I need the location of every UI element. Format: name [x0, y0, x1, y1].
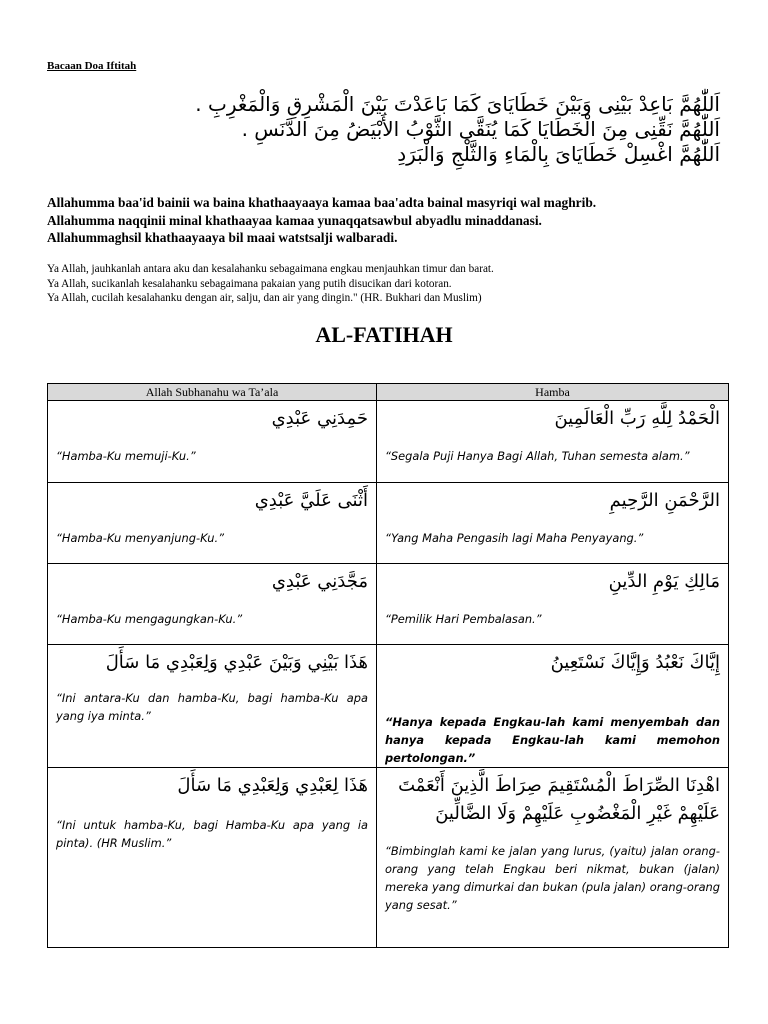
table-row [48, 645, 729, 768]
allah-cell [48, 564, 377, 645]
hamba-arabic: مَالِكِ يَوْمِ الدِّينِ [608, 571, 720, 592]
doa-translation-line: Ya Allah, sucikanlah kesalahanku sebagaimana pakaian yang putih disucikan dari kotoran. [47, 277, 452, 290]
hamba-cell [377, 483, 729, 564]
allah-translation: “Hamba-Ku mengagungkan-Ku.” [56, 612, 243, 626]
doa-latin-line: Allahummaghsil khathaayaaya bil maai watstsalji walbaradi. [47, 230, 398, 245]
hamba-cell [377, 564, 729, 645]
doa-translation-line: Ya Allah, cucilah kesalahanku dengan air, salju, dan air yang dingin." (HR. Bukhari dan Muslim) [47, 292, 482, 305]
allah-cell [48, 483, 377, 564]
allah-arabic: هَذَا بَيْنِي وَبَيْنَ عَبْدِي وَلِعَبْدِي مَا سَأَلَ [105, 652, 368, 673]
hamba-translation: “Segala Puji Hanya Bagi Allah, Tuhan semesta alam.” [385, 449, 690, 463]
doa-latin-line: Allahumma baa'id bainii wa baina khathaayaaya kamaa baa'adta bainal masyriqi wal maghrib. [47, 195, 597, 210]
hamba-translation: “Bimbinglah kami ke jalan yang lurus, (yaitu) jalan orang-orang yang telah Engkau beri nikmat, bukan (jalan) mereka yang dimurkai dan bukan (pula jalan) orang-orang yang sesat.” [385, 844, 720, 912]
hamba-arabic: الرَّحْمَنِ الرَّحِيمِ [609, 490, 720, 511]
allah-arabic: حَمِدَنِي عَبْدِي [271, 408, 368, 429]
allah-arabic: أَثْنَى عَلَيَّ عَبْدِي [254, 490, 368, 511]
allah-cell [48, 768, 377, 948]
fatihah-title: AL-FATIHAH [315, 322, 453, 347]
doa-arabic-line: اَللّٰهُمَّ اغْسِلْ خَطَايَاىَ بِالْمَاءِ وَالثَّلْجِ وَالْبَرَدِ [397, 142, 720, 166]
hamba-translation: “Hanya kepada Engkau-lah kami menyembah dan hanya kepada Engkau-lah kami memohon pertolongan.” [385, 715, 720, 765]
table-row [48, 483, 729, 564]
hamba-arabic: إِيَّاكَ نَعْبُدُ وَإِيَّاكَ نَسْتَعِينُ [550, 652, 720, 673]
hamba-arabic: الْحَمْدُ لِلَّهِ رَبِّ الْعَالَمِينَ [554, 408, 720, 429]
doa-latin-line: Allahumma naqqinii minal khathaayaa kamaa yunaqqatsawbul abyadlu minaddanasi. [47, 212, 542, 228]
allah-cell [48, 645, 377, 768]
doa-iftitah-heading: Bacaan Doa Iftitah [47, 60, 137, 72]
allah-translation: “Ini antara-Ku dan hamba-Ku, bagi hamba-Ku apa yang iya minta.” [56, 691, 368, 723]
hamba-translation: “Yang Maha Pengasih lagi Maha Penyayang.” [385, 531, 644, 545]
column-header-hamba: Hamba [377, 384, 729, 401]
doa-translation-text [47, 262, 737, 306]
allah-cell [48, 401, 377, 483]
allah-translation: “Ini untuk hamba-Ku, bagi Hamba-Ku apa yang ia pinta). (HR Muslim.” [56, 818, 368, 850]
allah-arabic: مَجَّدَنِي عَبْدِي [271, 571, 368, 592]
hamba-translation: “Pemilik Hari Pembalasan.” [385, 612, 542, 626]
allah-translation: “Hamba-Ku menyanjung-Ku.” [56, 531, 224, 545]
doa-arabic-line: اَللّٰهُمَّ نَقِّنِى مِنَ الْخَطَايَا كَمَا يُنَقَّى الثَّوْبُ الأَبْيَضُ مِنَ الدَّنَسِ . [241, 117, 720, 141]
doa-arabic-line: اَللّٰهُمَّ بَاعِدْ بَيْنِى وَبَيْنَ خَطَايَاىَ كَمَا بَاعَدْتَ بَيْنَ الْمَشْرِقِ وَالْمَغْرِبِ . [195, 92, 720, 116]
hamba-cell [377, 645, 729, 768]
table-row [48, 401, 729, 483]
doa-translation-line: Ya Allah, jauhkanlah antara aku dan kesalahanku sebagaimana engkau menjauhkan timur dan barat. [47, 263, 494, 275]
hamba-cell [377, 401, 729, 483]
table-row [48, 564, 729, 645]
doa-arabic-text [160, 92, 720, 167]
fatihah-table [47, 383, 729, 948]
allah-translation: “Hamba-Ku memuji-Ku.” [56, 449, 196, 463]
table-header-row [48, 384, 729, 401]
doa-latin-text [47, 194, 727, 247]
column-header-allah: Allah Subhanahu wa Ta’ala [48, 384, 377, 401]
table-row [48, 768, 729, 948]
allah-arabic: هَذَا لِعَبْدِي وَلِعَبْدِي مَا سَأَلَ [177, 775, 368, 796]
hamba-arabic: اهْدِنَا الصِّرَاطَ الْمُسْتَقِيمَ صِرَاطَ الَّذِينَ أَنْعَمْتَ عَلَيْهِمْ غَيْرِ الْمَغْضُوبِ عَلَيْهِمْ وَلَا الضَّالِّينَ [398, 775, 720, 824]
hamba-cell [377, 768, 729, 948]
